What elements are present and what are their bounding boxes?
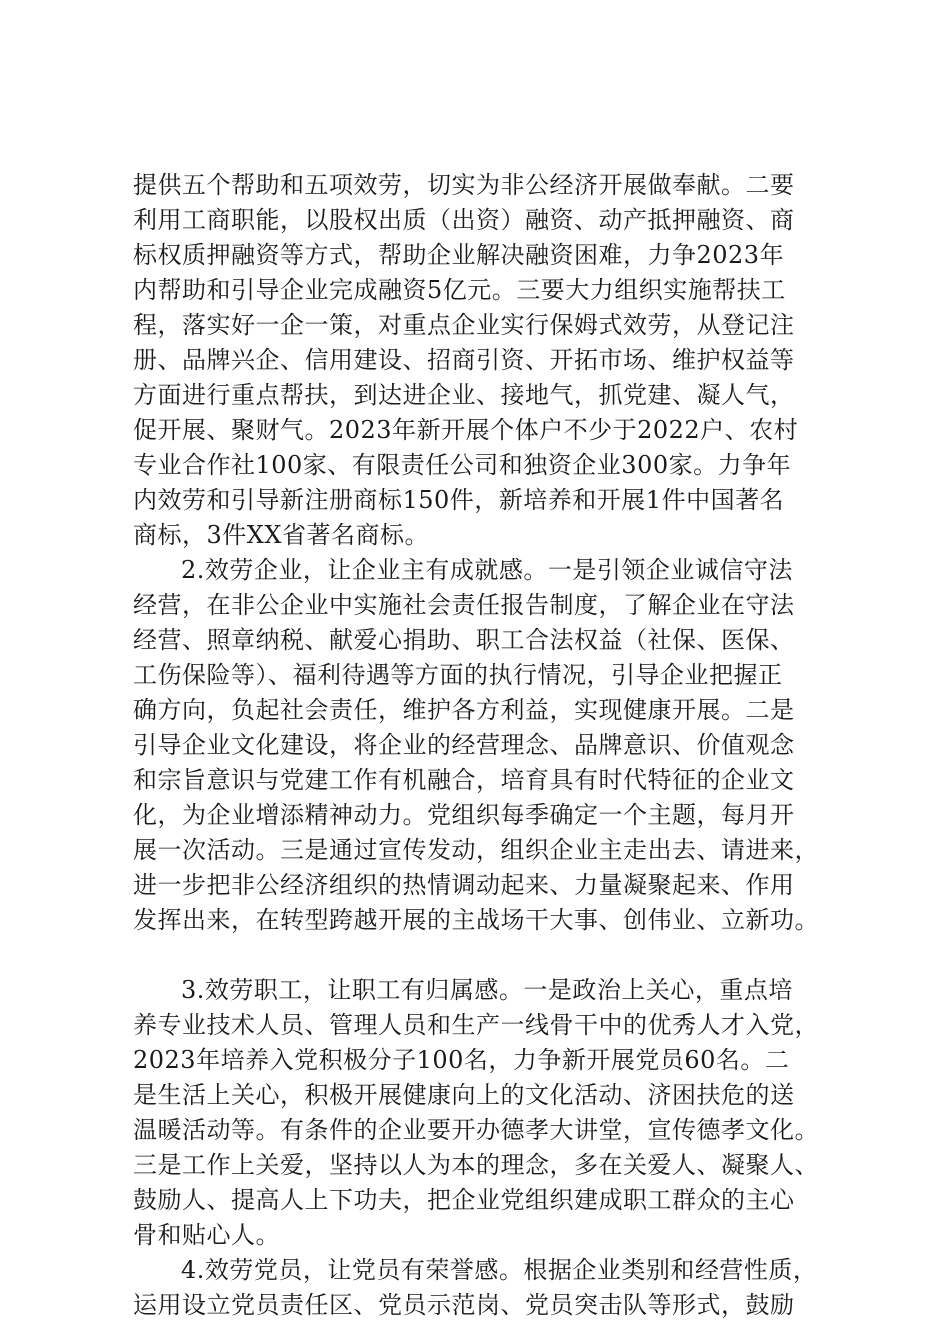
text-line: 三是工作上关爱，坚持以人为本的理念，多在关爱人、凝聚人、: [133, 1151, 819, 1179]
text-line: 利用工商职能，以股权出质（出资）融资、动产抵押融资、商: [133, 206, 795, 234]
text-line: 工伤保险等）、福利待遇等方面的执行情况，引导企业把握正: [133, 661, 783, 689]
text-line: 专业合作社100家、有限责任公司和独资企业300家。力争年: [133, 451, 792, 479]
paragraph-4-first-line: 4.效劳党员，让党员有荣誉感。根据企业类别和经营性质，: [181, 1256, 818, 1284]
text-line: 骨和贴心人。: [133, 1221, 280, 1249]
text-line: 提供五个帮助和五项效劳，切实为非公经济开展做奉献。二要: [133, 171, 795, 199]
text-line: 和宗旨意识与党建工作有机融合，培育具有时代特征的企业文: [133, 766, 795, 794]
text-line: 内帮助和引导企业完成融资5亿元。三要大力组织实施帮扶工: [133, 276, 786, 304]
text-line: 经营，在非公企业中实施社会责任报告制度，了解企业在守法: [133, 591, 795, 619]
text-line: 内效劳和引导新注册商标150件，新培养和开展1件中国著名: [133, 486, 785, 514]
document-body: [133, 168, 838, 1323]
paragraph-3-first-line: 3.效劳职工，让职工有归属感。一是政治上关心，重点培: [181, 976, 793, 1004]
text-line: 是生活上关心，积极开展健康向上的文化活动、济困扶危的送: [133, 1081, 795, 1109]
text-line: 2023年培养入党积极分子100名，力争新开展党员60名。二: [133, 1046, 790, 1074]
text-line: 进一步把非公经济组织的热情调动起来、力量凝聚起来、作用: [133, 871, 795, 899]
text-line: 鼓励人、提高人上下功夫，把企业党组织建成职工群众的主心: [133, 1186, 795, 1214]
blank-line: [133, 938, 838, 973]
text-line: 方面进行重点帮扶，到达进企业、接地气，抓党建、凝人气，: [133, 381, 795, 409]
text-line: 程，落实好一企一策，对重点企业实行保姆式效劳，从登记注: [133, 311, 795, 339]
text-line: 养专业技术人员、管理人员和生产一线骨干中的优秀人才入党，: [133, 1011, 819, 1039]
text-line: 标权质押融资等方式，帮助企业解决融资困难，力争2023年: [133, 241, 785, 269]
text-line: 展一次活动。三是通过宣传发动，组织企业主走出去、请进来，: [133, 836, 819, 864]
text-line: 册、品牌兴企、信用建设、招商引资、开拓市场、维护权益等: [133, 346, 795, 374]
text-line: 化，为企业增添精神动力。党组织每季确定一个主题，每月开: [133, 801, 795, 829]
text-line: 确方向，负起社会责任，维护各方利益，实现健康开展。二是: [133, 696, 795, 724]
text-line: 引导企业文化建设，将企业的经营理念、品牌意识、价值观念: [133, 731, 795, 759]
paragraph-2-first-line: 2.效劳企业，让企业主有成就感。一是引领企业诚信守法: [181, 556, 793, 584]
text-line: 经营、照章纳税、献爱心捐助、职工合法权益（社保、医保、: [133, 626, 795, 654]
text-line: 发挥出来，在转型跨越开展的主战场干大事、创伟业、立新功。: [133, 906, 819, 934]
text-line: 温暖活动等。有条件的企业要开办德孝大讲堂，宣传德孝文化。: [133, 1116, 819, 1144]
text-line: 运用设立党员责任区、党员示范岗、党员突击队等形式，鼓励: [133, 1291, 795, 1319]
text-line: 促开展、聚财气。2023年新开展个体户不少于2022户、农村: [133, 416, 799, 444]
text-line: 商标，3件XX省著名商标。: [133, 521, 429, 549]
